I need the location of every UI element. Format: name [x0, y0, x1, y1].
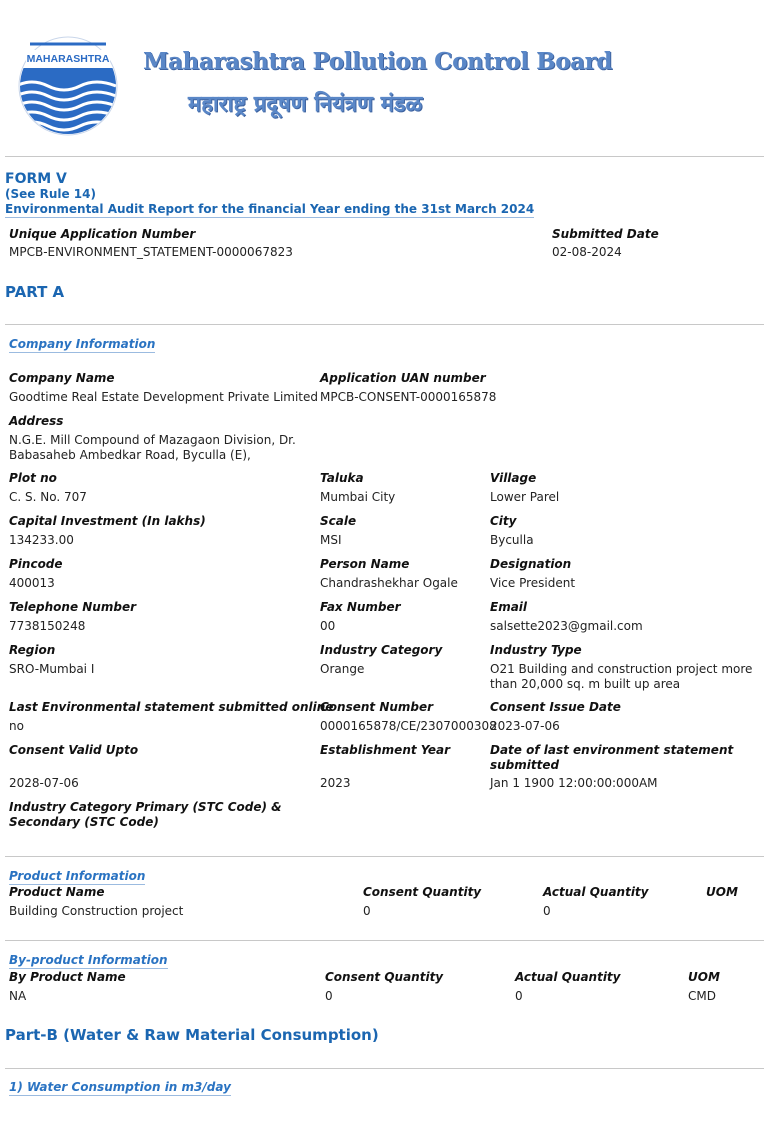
telephone-value: 7738150248 — [9, 619, 86, 633]
divider — [5, 940, 764, 941]
byproduct-consent-qty-value: 0 — [325, 989, 333, 1003]
form-rule: (See Rule 14) — [5, 187, 96, 201]
byproduct-name-value: NA — [9, 989, 27, 1003]
consent-number-value: 0000165878/CE/2307000308 — [320, 719, 497, 733]
byproduct-uom-value: CMD — [688, 989, 716, 1003]
stc-code-label: Industry Category Primary (STC Code) & Secondary (STC Code) — [9, 800, 282, 829]
region-value: SRO-Mumbai I — [9, 662, 95, 676]
fax-value: 00 — [320, 619, 336, 633]
industry-category-label: Industry Category — [320, 643, 443, 657]
form-title: FORM V — [5, 171, 67, 187]
divider — [5, 324, 764, 325]
product-consent-qty-value: 0 — [363, 904, 371, 918]
capital-value: 134233.00 — [9, 533, 74, 547]
village-value: Lower Parel — [490, 490, 560, 504]
board-name-english: Maharashtra Pollution Control Board — [143, 48, 613, 75]
taluka-value: Mumbai City — [320, 490, 396, 504]
byproduct-name-header: By Product Name — [9, 970, 126, 984]
establishment-year-value: 2023 — [320, 776, 351, 790]
consent-number-label: Consent Number — [320, 700, 434, 714]
submitted-date-label: Submitted Date — [552, 227, 659, 241]
industry-type-label: Industry Type — [490, 643, 582, 657]
byproduct-consent-qty-header: Consent Quantity — [325, 970, 444, 984]
industry-category-value: Orange — [320, 662, 365, 676]
telephone-label: Telephone Number — [9, 600, 137, 614]
consent-valid-label: Consent Valid Upto — [9, 743, 139, 757]
product-name-value: Building Construction project — [9, 904, 184, 918]
consent-issue-date-value: 2023-07-06 — [490, 719, 560, 733]
company-name-value: Goodtime Real Estate Development Private Limited — [9, 390, 318, 404]
designation-value: Vice President — [490, 576, 576, 590]
consent-valid-value: 2028-07-06 — [9, 776, 79, 790]
submitted-date-value: 02-08-2024 — [552, 245, 622, 259]
divider — [5, 1068, 764, 1069]
taluka-label: Taluka — [320, 471, 364, 485]
report-title: Environmental Audit Report for the financial Year ending the 31st March 2024 — [5, 202, 535, 216]
page-header — [0, 0, 768, 150]
company-info-section-title: Company Information — [9, 337, 156, 351]
divider — [5, 156, 764, 157]
svg-text:MAHARASHTRA: MAHARASHTRA — [26, 53, 110, 65]
uan-value: MPCB-ENVIRONMENT_STATEMENT-0000067823 — [9, 245, 293, 259]
person-name-label: Person Name — [320, 557, 410, 571]
board-name-marathi: महाराष्ट्र प्रदूषण नियंत्रण मंडळ — [188, 92, 423, 117]
designation-label: Designation — [490, 557, 572, 571]
app-uan-label: Application UAN number — [320, 371, 486, 385]
product-name-header: Product Name — [9, 885, 105, 899]
plot-no-label: Plot no — [9, 471, 57, 485]
scale-value: MSI — [320, 533, 342, 547]
email-label: Email — [490, 600, 528, 614]
industry-type-value: O21 Building and construction project more than 20,000 sq. m built up area — [490, 662, 753, 691]
part-b-title: Part-B (Water & Raw Material Consumption) — [5, 1026, 379, 1044]
last-statement-date-value: Jan 1 1900 12:00:00:000AM — [490, 776, 658, 790]
pincode-label: Pincode — [9, 557, 63, 571]
scale-label: Scale — [320, 514, 357, 528]
capital-label: Capital Investment (In lakhs) — [9, 514, 206, 528]
email-value: salsette2023@gmail.com — [490, 619, 643, 633]
mpcb-logo-icon — [12, 28, 124, 136]
part-a-title: PART A — [5, 283, 65, 301]
last-env-statement-label: Last Environmental statement submitted online — [9, 700, 334, 714]
region-label: Region — [9, 643, 56, 657]
city-value: Byculla — [490, 533, 534, 547]
byproduct-actual-qty-header: Actual Quantity — [515, 970, 621, 984]
product-actual-qty-value: 0 — [543, 904, 551, 918]
last-env-statement-value: no — [9, 719, 24, 733]
consent-issue-date-label: Consent Issue Date — [490, 700, 621, 714]
product-actual-qty-header: Actual Quantity — [543, 885, 649, 899]
divider — [5, 856, 764, 857]
byproduct-uom-header: UOM — [688, 970, 720, 984]
last-statement-date-label: Date of last environment statement submitted — [490, 743, 734, 772]
pincode-value: 400013 — [9, 576, 55, 590]
village-label: Village — [490, 471, 537, 485]
address-value: N.G.E. Mill Compound of Mazagaon Division, Dr. Babasaheb Ambedkar Road, Byculla (E), — [9, 433, 296, 462]
company-name-label: Company Name — [9, 371, 115, 385]
byproduct-actual-qty-value: 0 — [515, 989, 523, 1003]
product-info-section-title: Product Information — [9, 869, 146, 883]
product-consent-qty-header: Consent Quantity — [363, 885, 482, 899]
plot-no-value: C. S. No. 707 — [9, 490, 87, 504]
uan-label: Unique Application Number — [9, 227, 196, 241]
address-label: Address — [9, 414, 64, 428]
product-uom-header: UOM — [706, 885, 738, 899]
person-name-value: Chandrashekhar Ogale — [320, 576, 458, 590]
city-label: City — [490, 514, 517, 528]
establishment-year-label: Establishment Year — [320, 743, 451, 757]
byproduct-info-section-title: By-product Information — [9, 953, 168, 967]
fax-label: Fax Number — [320, 600, 401, 614]
water-consumption-section-title: 1) Water Consumption in m3/day — [9, 1080, 231, 1094]
app-uan-value: MPCB-CONSENT-0000165878 — [320, 390, 497, 404]
